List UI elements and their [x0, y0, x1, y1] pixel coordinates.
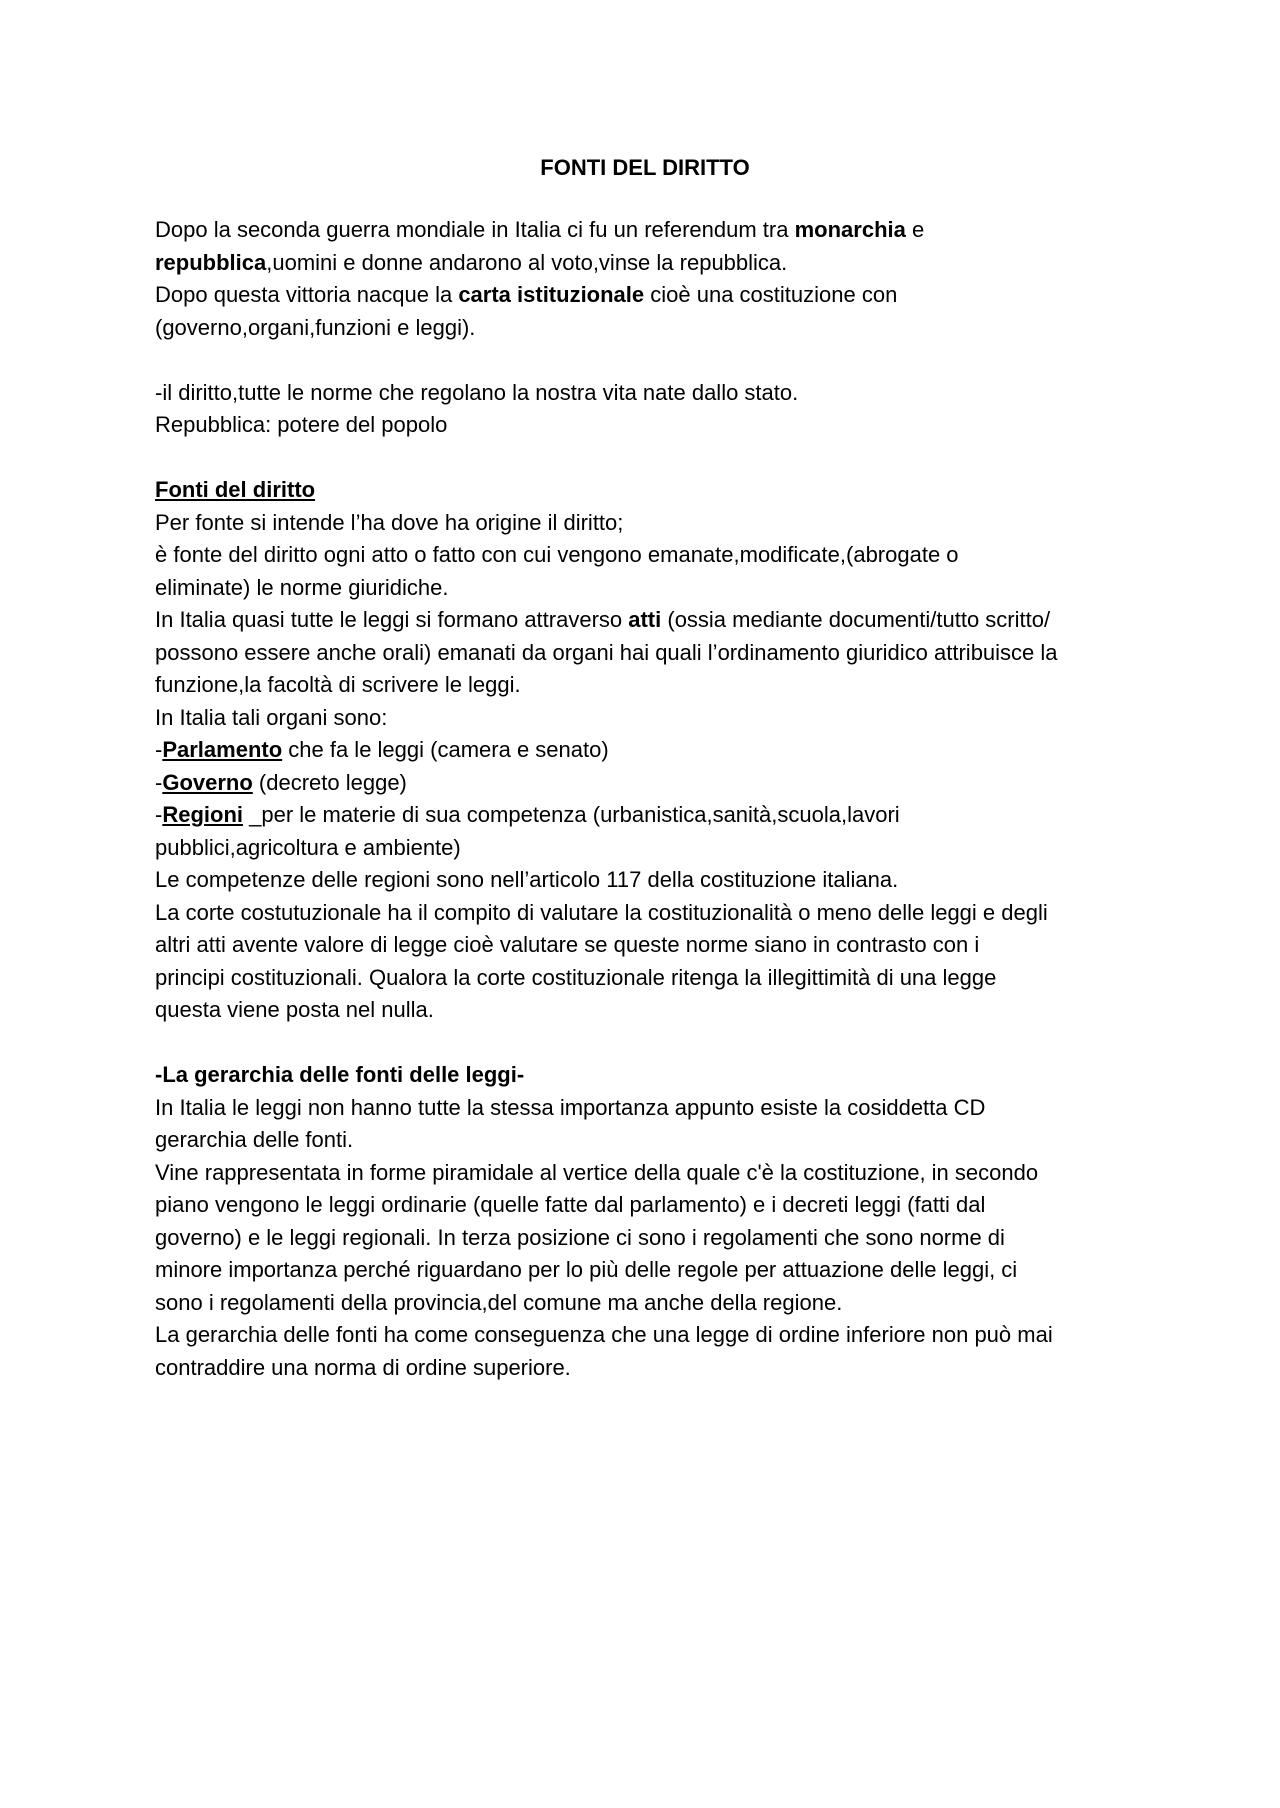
list-item-regioni [155, 799, 1135, 832]
text-line: è fonte del diritto ogni atto o fatto con cui vengono emanate,modificate,(abrogate o [155, 542, 959, 567]
term-regioni: Regioni [162, 802, 243, 827]
document-page [155, 152, 1135, 1384]
gerarchia-section [155, 1059, 1135, 1384]
text-span: In Italia quasi tutte le leggi si formano attraverso [155, 607, 629, 632]
term-parlamento: Parlamento [162, 737, 283, 762]
text-line [155, 279, 1135, 312]
text-line: In Italia le leggi non hanno tutte la stessa importanza appunto esiste la cosiddetta CD [155, 1094, 986, 1120]
text-line: La gerarchia delle fonti ha come conseguenza che una legge di ordine inferiore non può mai [155, 1322, 1053, 1347]
text-span: - [155, 802, 163, 827]
spacer [155, 442, 1135, 475]
text-line: sono i regolamenti della provincia,del comune ma anche della regione. [155, 1289, 843, 1315]
text-span: - [155, 769, 163, 795]
fonti-heading [155, 474, 1135, 507]
text-span: Dopo questa vittoria nacque la [155, 282, 459, 307]
list-item-parlamento [155, 734, 1135, 767]
text-line: funzione,la facoltà di scrivere le leggi. [155, 672, 521, 697]
bold-term-carta-istituzionale: carta istituzionale [458, 282, 645, 307]
text-span: che fa le leggi (camera e senato) [282, 737, 609, 762]
text-line: minore importanza perché riguardano per lo più delle regole per attuazione delle leggi, ci [155, 1257, 1018, 1282]
text-line: principi costituzionali. Qualora la corte costituzionale ritenga la illegittimità di una legge [155, 964, 997, 990]
fonti-section [155, 474, 1135, 1027]
document-title: FONTI DEL DIRITTO [540, 155, 750, 180]
text-line: altri atti avente valore di legge cioè valutare se queste norme siano in contrasto con i [155, 932, 980, 957]
text-line: Repubblica: potere del popolo [155, 412, 448, 437]
section-heading: Fonti del diritto [155, 477, 316, 502]
text-line: -il diritto,tutte le norme che regolano la nostra vita nate dallo stato. [155, 379, 799, 405]
text-line: In Italia tali organi sono: [155, 704, 388, 730]
bold-term-atti: atti [628, 607, 662, 632]
list-item-governo [155, 767, 1135, 800]
term-governo: Governo [162, 769, 253, 795]
text-line: contraddire una norma di ordine superiore. [155, 1354, 571, 1380]
text-line: La corte costutuzionale ha il compito di valutare la costituzionalità o meno delle leggi e degli [155, 899, 1048, 925]
text-line [155, 604, 1135, 637]
spacer [155, 344, 1135, 377]
text-span: _per le materie di sua competenza (urbanistica,sanità,scuola,lavori [243, 802, 900, 827]
text-line [155, 214, 1135, 247]
bold-term-monarchia: monarchia [794, 217, 906, 242]
text-span: - [155, 737, 163, 762]
gerarchia-heading: -La gerarchia delle fonti delle leggi- [155, 1062, 525, 1087]
spacer [155, 1027, 1135, 1060]
text-line: Per fonte si intende l’ha dove ha origine il diritto; [155, 509, 624, 535]
text-span: (decreto legge) [252, 769, 407, 795]
text-span: (ossia mediante documenti/tutto scritto/ [661, 607, 1051, 632]
text-line: Le competenze delle regioni sono nell’articolo 117 della costituzione italiana. [155, 867, 899, 892]
text-line: (governo,organi,funzioni e leggi). [155, 314, 476, 340]
text-span: cioè una costituzione con [644, 282, 898, 307]
intro-paragraph [155, 214, 1135, 344]
text-line: piano vengono le leggi ordinarie (quelle fatte dal parlamento) e i decreti leggi (fatti dal [155, 1192, 986, 1217]
definitions-paragraph [155, 377, 1135, 442]
text-line [155, 247, 1135, 280]
text-line: gerarchia delle fonti. [155, 1127, 354, 1152]
text-line: pubblici,agricoltura e ambiente) [155, 834, 461, 860]
text-line: possono essere anche orali) emanati da organi hai quali l’ordinamento giuridico attribuisce la [155, 639, 1058, 665]
text-span: Dopo la seconda guerra mondiale in Italia ci fu un referendum tra [155, 217, 795, 242]
bold-term-repubblica: repubblica [155, 249, 267, 275]
text-span: e [905, 217, 925, 242]
text-line: governo) e le leggi regionali. In terza posizione ci sono i regolamenti che sono norme di [155, 1224, 1005, 1250]
text-line: questa viene posta nel nulla. [155, 997, 434, 1022]
text-span: ,uomini e donne andarono al voto,vinse la repubblica. [266, 249, 788, 275]
text-line: eliminate) le norme giuridiche. [155, 574, 449, 600]
text-line: Vine rappresentata in forme piramidale al vertice della quale c'è la costituzione, in secondo [155, 1159, 1039, 1185]
